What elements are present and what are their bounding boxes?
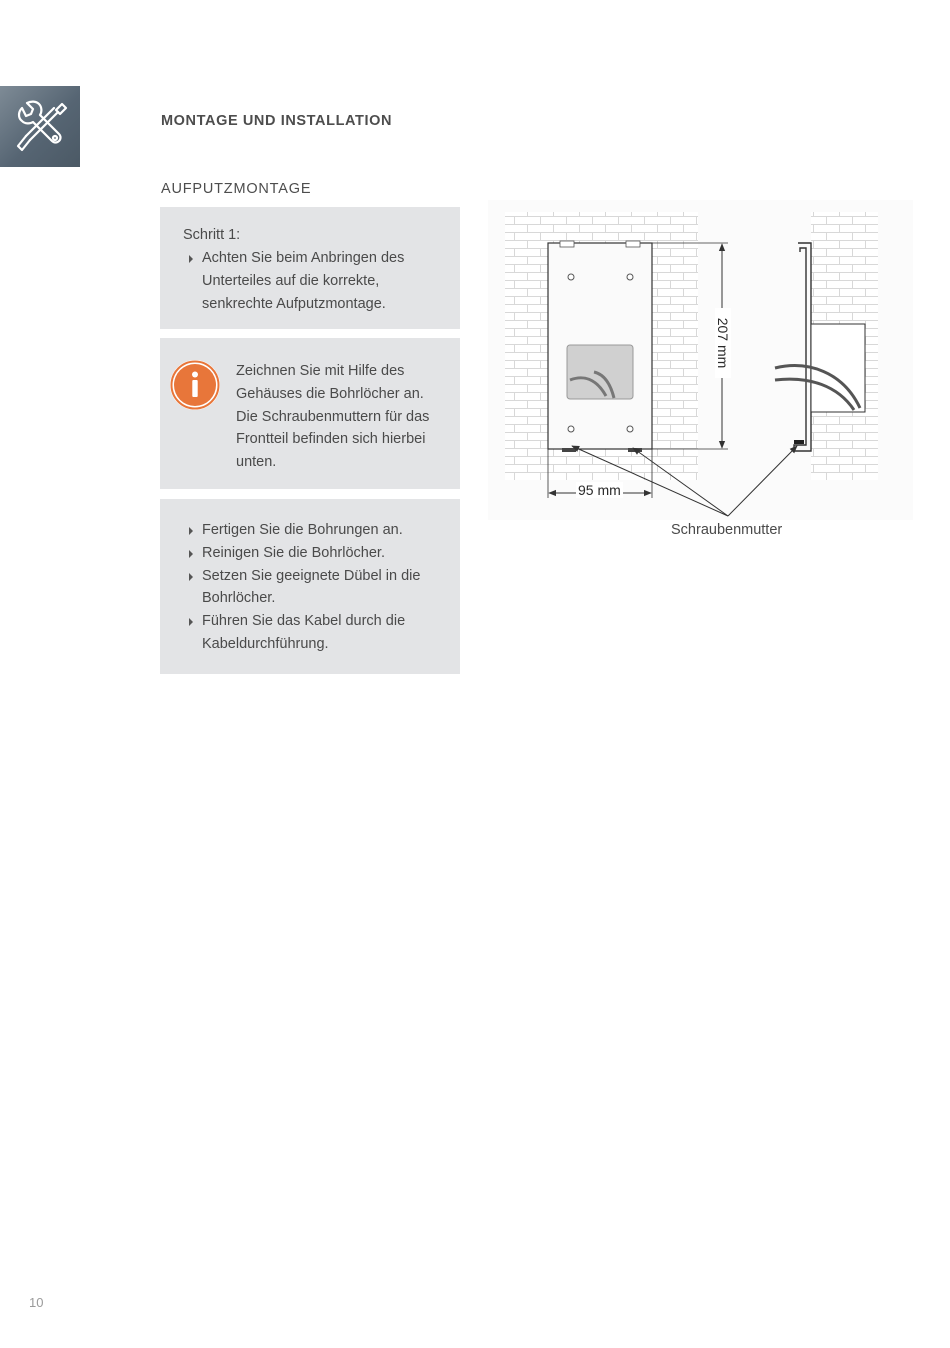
height-dimension-label: 207 mm <box>715 308 731 378</box>
sub-title: AUFPUTZMONTAGE <box>161 181 312 197</box>
page-number: 10 <box>29 1295 44 1310</box>
housing-front <box>548 241 652 452</box>
list-item: Setzen Sie geeignete Dübel in die Bohrlöcher. <box>187 565 447 611</box>
info-icon <box>168 358 222 412</box>
info-box <box>160 338 460 489</box>
step-title: Schritt 1: <box>183 227 241 243</box>
tools-icon <box>0 86 80 167</box>
installation-diagram <box>488 200 913 520</box>
step-box <box>160 207 460 329</box>
steps-box <box>160 499 460 674</box>
list-item: Fertigen Sie die Bohrungen an. <box>187 519 447 542</box>
info-text: Zeichnen Sie mit Hilfe des Gehäuses die Bohrlöcher an. Die Schraubenmuttern für das Frontteil befinden sich hierbei unten. <box>236 363 430 471</box>
bullet-arrow-icon <box>189 527 193 535</box>
bullet-arrow-icon <box>189 255 193 263</box>
section-tab <box>0 86 80 167</box>
bullet-arrow-icon <box>189 573 193 581</box>
list-item: Führen Sie das Kabel durch die Kabeldurchführung. <box>187 610 447 656</box>
bullet-arrow-icon <box>189 618 193 626</box>
list-item: Reinigen Sie die Bohrlöcher. <box>187 542 447 565</box>
nut-label: Schraubenmutter <box>671 522 783 538</box>
bullet-arrow-icon <box>189 550 193 558</box>
steps-bullets <box>187 519 447 656</box>
section-title: MONTAGE UND INSTALLATION <box>161 113 393 129</box>
width-dimension-label: 95 mm <box>578 482 621 498</box>
step-bullets <box>187 247 437 315</box>
list-item: Achten Sie beim Anbringen des Unterteiles auf die korrekte, senkrechte Aufputzmontage. <box>187 247 437 315</box>
